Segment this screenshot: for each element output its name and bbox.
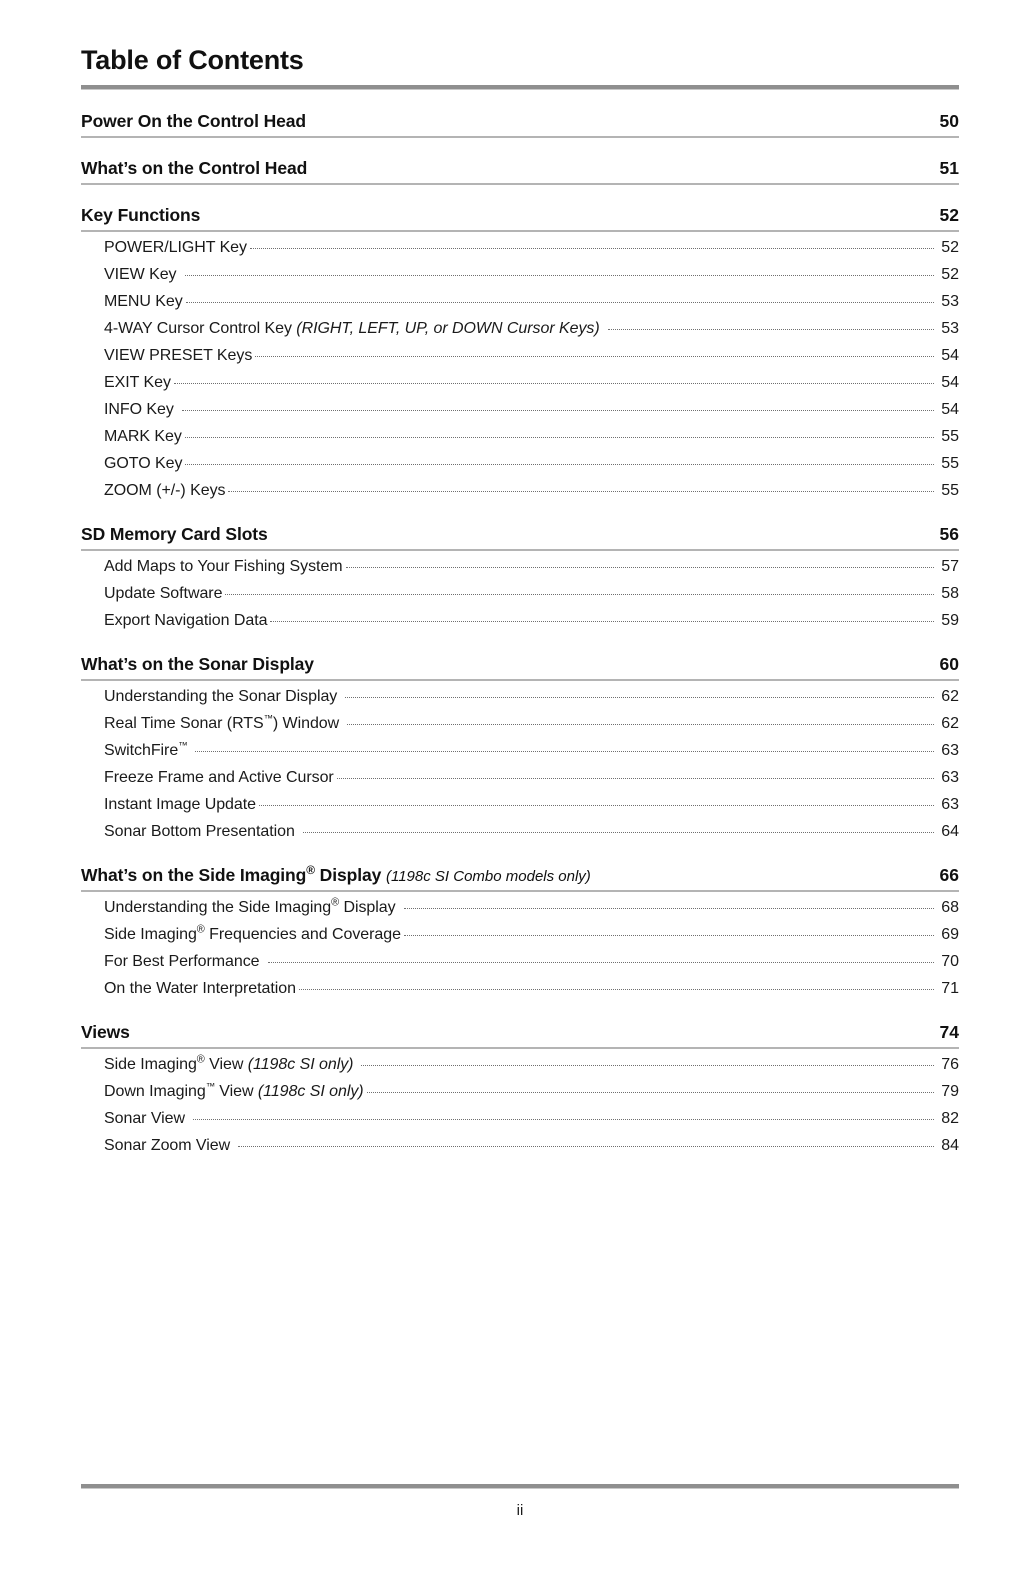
- dot-leader: [367, 1092, 934, 1093]
- dot-leader: [185, 275, 934, 276]
- toc-entry[interactable]: [81, 710, 959, 737]
- toc-entry[interactable]: [81, 948, 959, 975]
- dot-leader: [337, 778, 934, 779]
- toc-entry-page-number: 57: [941, 557, 959, 575]
- dot-leader: [346, 567, 934, 568]
- toc-entry[interactable]: [81, 894, 959, 921]
- toc-entry-qualifier: (RIGHT, LEFT, UP, or DOWN Cursor Keys): [296, 319, 600, 337]
- toc-entry-page-number: 68: [941, 898, 959, 916]
- toc-entry[interactable]: [81, 975, 959, 1002]
- toc-entry[interactable]: [81, 1051, 959, 1078]
- dot-leader: [195, 751, 934, 752]
- dot-leader: [404, 908, 934, 909]
- dot-leader: [193, 1119, 934, 1120]
- dot-leader: [404, 935, 934, 936]
- toc-entry-label: Update Software: [104, 584, 223, 602]
- toc-entry-page-number: 63: [941, 795, 959, 813]
- toc-entry-label: Side Imaging® Frequencies and Coverage: [104, 923, 401, 943]
- toc-section: [81, 654, 959, 845]
- registered-icon: ®: [196, 1053, 205, 1066]
- toc-entry[interactable]: [81, 288, 959, 315]
- toc-entry[interactable]: [81, 342, 959, 369]
- section-heading-label: Power On the Control Head: [81, 111, 307, 132]
- section-heading-label: What’s on the Side Imaging® Display (1198c SI Combo models only): [81, 863, 591, 886]
- footer-page-number: ii: [516, 1502, 524, 1519]
- dot-leader: [228, 491, 934, 492]
- section-heading-label: SD Memory Card Slots: [81, 524, 268, 545]
- section-divider: [81, 136, 959, 138]
- dot-leader: [345, 697, 934, 698]
- trademark-icon: ™: [263, 713, 273, 724]
- dot-leader: [270, 621, 934, 622]
- toc-section: [81, 865, 959, 1002]
- toc-entry-page-number: 63: [941, 741, 959, 759]
- section-heading-row[interactable]: [81, 111, 959, 132]
- section-page-number: 60: [939, 654, 959, 675]
- toc-entry-page-number: 52: [941, 238, 959, 256]
- section-entry-list: [81, 683, 959, 845]
- section-heading-label: Views: [81, 1022, 130, 1043]
- section-heading-row[interactable]: [81, 865, 959, 886]
- toc-entry-page-number: 58: [941, 584, 959, 602]
- section-heading-qualifier: (1198c SI Combo models only): [385, 868, 591, 886]
- section-entry-list: [81, 553, 959, 634]
- toc-entry[interactable]: [81, 607, 959, 634]
- section-page-number: 56: [939, 524, 959, 545]
- section-heading-label: What’s on the Sonar Display: [81, 654, 314, 675]
- section-divider: [81, 679, 959, 681]
- toc-entry-page-number: 54: [941, 346, 959, 364]
- toc-entry-label: MARK Key: [104, 427, 182, 445]
- toc-entry-label: Understanding the Sonar Display: [104, 687, 338, 705]
- toc-entry-label: EXIT Key: [104, 373, 171, 391]
- toc-entry-page-number: 55: [941, 481, 959, 499]
- toc-entry-label: SwitchFire™: [104, 740, 188, 759]
- section-divider: [81, 890, 959, 892]
- toc-entry-label: Side Imaging® View (1198c SI only): [104, 1053, 354, 1073]
- section-page-number: 50: [939, 111, 959, 132]
- section-divider: [81, 549, 959, 551]
- page-title: Table of Contents: [81, 45, 304, 75]
- section-page-number: 74: [939, 1022, 959, 1043]
- toc-entry-page-number: 62: [941, 714, 959, 732]
- toc-section: [81, 524, 959, 634]
- toc-entry[interactable]: [81, 818, 959, 845]
- dot-leader: [303, 832, 934, 833]
- toc-entry-label: Understanding the Side Imaging® Display: [104, 896, 396, 916]
- toc-entry[interactable]: [81, 1078, 959, 1105]
- toc-entry[interactable]: [81, 1132, 959, 1159]
- toc-entry-label: 4-WAY Cursor Control Key (RIGHT, LEFT, UP, or DOWN Cursor Keys): [104, 319, 600, 337]
- section-entry-list: [81, 1051, 959, 1159]
- dot-leader: [299, 989, 934, 990]
- title-divider: [81, 85, 959, 90]
- toc-page: [81, 0, 959, 1583]
- toc-entry-page-number: 54: [941, 373, 959, 391]
- dot-leader: [182, 410, 934, 411]
- section-heading-row[interactable]: [81, 524, 959, 545]
- toc-entry[interactable]: [81, 737, 959, 764]
- dot-leader: [268, 962, 934, 963]
- toc-entry-label: For Best Performance: [104, 952, 260, 970]
- toc-entry-page-number: 82: [941, 1109, 959, 1127]
- toc-entry-page-number: 53: [941, 292, 959, 310]
- dot-leader: [255, 356, 934, 357]
- toc-entry[interactable]: [81, 477, 959, 504]
- section-page-number: 51: [939, 158, 959, 179]
- toc-entry-label: MENU Key: [104, 292, 183, 310]
- toc-entry-label: On the Water Interpretation: [104, 979, 296, 997]
- dot-leader: [250, 248, 934, 249]
- page-footer: [81, 1484, 959, 1519]
- toc-section: [81, 111, 959, 138]
- section-heading-row[interactable]: [81, 205, 959, 226]
- toc-entry-label: Sonar Bottom Presentation: [104, 822, 295, 840]
- toc-entry-label: Add Maps to Your Fishing System: [104, 557, 343, 575]
- toc-entry[interactable]: [81, 423, 959, 450]
- toc-entry-label: Freeze Frame and Active Cursor: [104, 768, 334, 786]
- toc-entry-label: Real Time Sonar (RTS™) Window: [104, 713, 340, 732]
- section-heading-label: Key Functions: [81, 205, 201, 226]
- section-divider: [81, 1047, 959, 1049]
- toc-entry-label: VIEW Key: [104, 265, 177, 283]
- toc-entry-label: INFO Key: [104, 400, 174, 418]
- toc-entry[interactable]: [81, 450, 959, 477]
- section-entry-list: [81, 894, 959, 1002]
- dot-leader: [347, 724, 934, 725]
- toc-entry-page-number: 55: [941, 427, 959, 445]
- toc-entry[interactable]: [81, 553, 959, 580]
- dot-leader: [225, 594, 934, 595]
- toc-entry-page-number: 63: [941, 768, 959, 786]
- toc-entry-label: Export Navigation Data: [104, 611, 268, 629]
- dot-leader: [259, 805, 934, 806]
- toc-section: [81, 158, 959, 185]
- toc-entry[interactable]: [81, 580, 959, 607]
- toc-entry-page-number: 71: [941, 979, 959, 997]
- dot-leader: [186, 302, 934, 303]
- trademark-icon: ™: [178, 740, 188, 751]
- toc-entry-page-number: 69: [941, 925, 959, 943]
- toc-entry[interactable]: [81, 764, 959, 791]
- toc-entry[interactable]: [81, 261, 959, 288]
- dot-leader: [238, 1146, 934, 1147]
- toc-entry[interactable]: [81, 1105, 959, 1132]
- section-page-number: 66: [939, 865, 959, 886]
- toc-entry-label: ZOOM (+/-) Keys: [104, 481, 226, 499]
- section-divider: [81, 230, 959, 232]
- toc-entry-label: VIEW PRESET Keys: [104, 346, 253, 364]
- registered-icon: ®: [196, 923, 205, 936]
- toc-entry-page-number: 59: [941, 611, 959, 629]
- toc-section: [81, 1022, 959, 1159]
- toc-entry[interactable]: [81, 683, 959, 710]
- section-divider: [81, 183, 959, 185]
- toc-section: [81, 205, 959, 504]
- toc-entry-label: Sonar View: [104, 1109, 186, 1127]
- toc-entry[interactable]: [81, 369, 959, 396]
- toc-entry-label: POWER/LIGHT Key: [104, 238, 247, 256]
- toc-entry-label: Instant Image Update: [104, 795, 256, 813]
- section-heading-row[interactable]: [81, 1022, 959, 1043]
- toc-entry[interactable]: [81, 791, 959, 818]
- toc-entry-page-number: 84: [941, 1136, 959, 1154]
- toc-entry-page-number: 64: [941, 822, 959, 840]
- toc-entry[interactable]: [81, 234, 959, 261]
- toc-entry[interactable]: [81, 396, 959, 423]
- dot-leader: [174, 383, 934, 384]
- toc-entry-page-number: 62: [941, 687, 959, 705]
- toc-entry-label: Sonar Zoom View: [104, 1136, 231, 1154]
- toc-entry-qualifier: (1198c SI only): [247, 1055, 354, 1073]
- dot-leader: [185, 437, 934, 438]
- toc-sections: [81, 111, 959, 1159]
- section-heading-row[interactable]: [81, 158, 959, 179]
- dot-leader: [361, 1065, 934, 1066]
- dot-leader: [608, 329, 934, 330]
- toc-entry-page-number: 53: [941, 319, 959, 337]
- section-heading-row[interactable]: [81, 654, 959, 675]
- toc-entry-label: GOTO Key: [104, 454, 183, 472]
- registered-icon: ®: [306, 863, 315, 878]
- section-page-number: 52: [939, 205, 959, 226]
- toc-entry-page-number: 54: [941, 400, 959, 418]
- registered-icon: ®: [331, 896, 340, 909]
- toc-entry-page-number: 55: [941, 454, 959, 472]
- toc-entry-page-number: 70: [941, 952, 959, 970]
- toc-entry-qualifier: (1198c SI only): [257, 1082, 364, 1100]
- toc-entry-page-number: 79: [941, 1082, 959, 1100]
- toc-entry-page-number: 52: [941, 265, 959, 283]
- toc-entry[interactable]: [81, 921, 959, 948]
- section-heading-label: What’s on the Control Head: [81, 158, 308, 179]
- toc-entry[interactable]: [81, 315, 959, 342]
- toc-entry-page-number: 76: [941, 1055, 959, 1073]
- dot-leader: [185, 464, 934, 465]
- toc-entry-label: Down Imaging™ View (1198c SI only): [104, 1081, 364, 1100]
- trademark-icon: ™: [205, 1081, 215, 1092]
- section-entry-list: [81, 234, 959, 504]
